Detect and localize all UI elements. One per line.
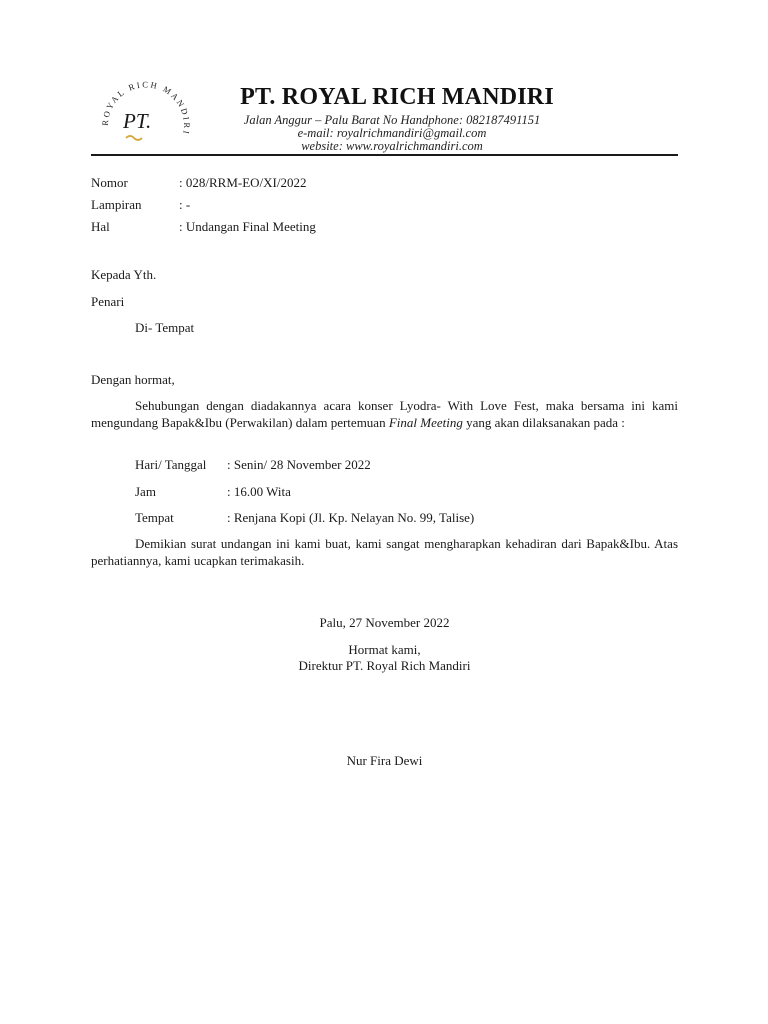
meta-label-hal: Hal [91,219,110,234]
paragraph-1-italic: Final Meeting [388,414,463,430]
body-paragraph-1 [91,398,678,431]
body-paragraph-2: Demikian surat undangan ini kami buat, kami sangat mengharapkan kehadiran dari Bapak&Ibu. Atas perhatiannya, kami ucapkan terimakasih. [91,536,678,568]
detail-label-date: Hari/ Tanggal [135,457,207,472]
detail-label-place: Tempat [135,510,174,525]
company-address: Jalan Anggur – Palu Barat No Handphone: 082187491151 [243,113,541,127]
company-email: e-mail: royalrichmandiri@gmail.com [297,126,487,140]
meta-value-lampiran: : - [179,197,191,212]
logo-ring-text: ROYAL RICH MANDIRI [99,79,193,137]
company-name: PT. ROYAL RICH MANDIRI [240,84,554,110]
signer-position: Direktur PT. Royal Rich Mandiri [298,658,471,673]
logo-wave-icon [126,136,142,140]
paragraph-1-text: Sehubungan dengan diadakannya acara konser Lyodra- With Love Fest, maka bersama ini kami mengundang Bapak&Ibu (Perwakilan) dalam pertemuan [91,398,678,430]
meta-label-nomor: Nomor [91,175,128,190]
recipient-line-1: Kepada Yth. [91,267,157,282]
closing-regards: Hormat kami, [348,642,421,657]
letterhead-divider [91,154,678,156]
detail-label-time: Jam [135,484,156,499]
meta-label-lampiran: Lampiran [91,197,142,212]
meta-value-nomor: : 028/RRM-EO/XI/2022 [179,175,307,190]
recipient-line-2: Penari [91,294,125,309]
signer-name: Nur Fira Dewi [346,753,423,768]
logo-mark: PT. [123,109,152,133]
detail-value-date: : Senin/ 28 November 2022 [227,457,371,472]
detail-value-time: : 16.00 Wita [227,484,291,499]
recipient-line-3: Di- Tempat [135,320,195,335]
meta-value-hal: : Undangan Final Meeting [179,219,316,234]
paragraph-1-tail: yang akan dilaksanakan pada : [462,414,625,430]
place-date: Palu, 27 November 2022 [319,615,450,630]
salutation: Dengan hormat, [91,372,175,387]
company-website: website: www.royalrichmandiri.com [301,139,483,153]
company-logo [95,72,195,158]
detail-value-place: : Renjana Kopi (Jl. Kp. Nelayan No. 99, Talise) [227,510,475,525]
